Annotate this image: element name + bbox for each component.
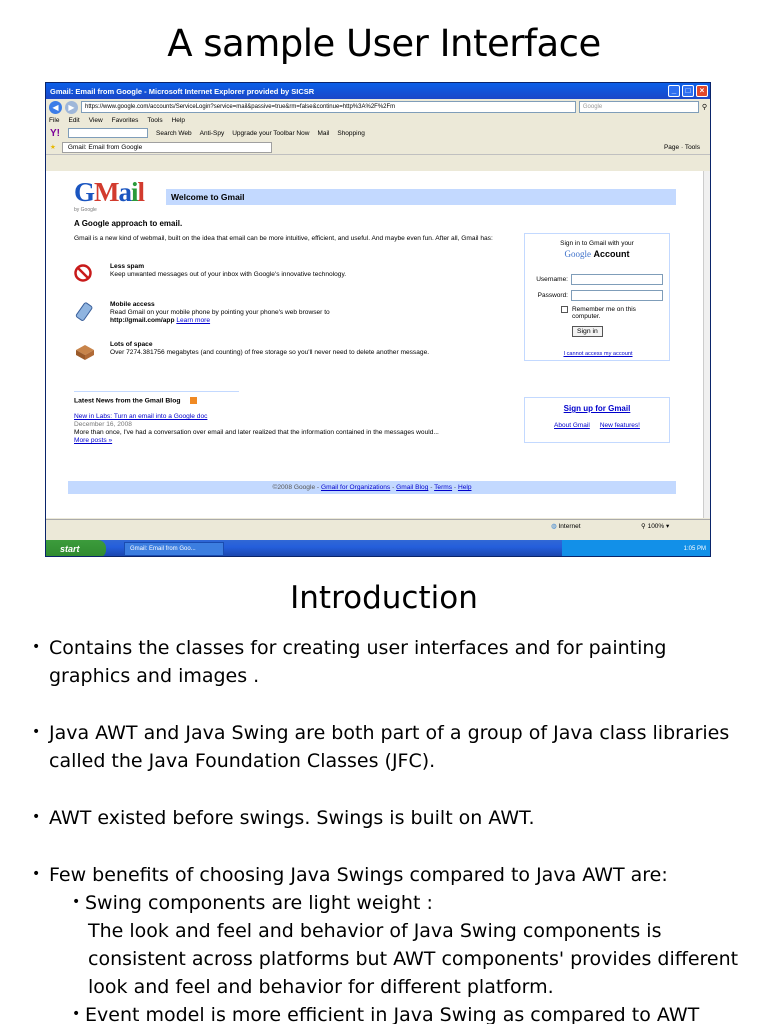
- new-features-link[interactable]: New features!: [599, 422, 640, 429]
- mail-button[interactable]: Mail: [317, 129, 330, 137]
- minimize-icon[interactable]: _: [668, 85, 680, 97]
- password-row: [529, 290, 667, 301]
- gmail-logo: GMail: [74, 177, 145, 207]
- address-bar-row: [46, 99, 710, 115]
- username-field[interactable]: [571, 274, 663, 285]
- menu-help[interactable]: Help: [171, 117, 185, 124]
- storage-box-icon: [74, 341, 96, 361]
- sub-bullet-text: The look and feel and behavior of Java Swing components is consistent across platforms but AWT components' provides different look and feel and behavior for different platform.: [88, 920, 739, 998]
- status-bar: [46, 519, 711, 532]
- bullet-list: [30, 634, 750, 1024]
- news-divider: [74, 391, 239, 392]
- clock: 1:05 PM: [683, 546, 706, 552]
- slide-title: A sample User Interface: [167, 22, 601, 65]
- remember-row: [561, 306, 666, 320]
- password-label: Password:: [537, 292, 568, 299]
- menu-file[interactable]: File: [49, 117, 60, 124]
- news-heading: Latest News from the Gmail Blog: [74, 397, 197, 404]
- page-menu[interactable]: Page: [663, 143, 680, 151]
- by-google: by Google: [74, 207, 97, 213]
- password-field[interactable]: [571, 290, 663, 301]
- tab-tools: Page · Tools: [663, 143, 700, 151]
- search-icon[interactable]: ⚲: [701, 104, 707, 111]
- news-link[interactable]: New in Labs: Turn an email into a Google doc: [74, 413, 208, 420]
- taskbar-item-gmail[interactable]: Gmail: Email from Goo...: [124, 542, 224, 556]
- news-date: December 16, 2008: [74, 421, 132, 428]
- footer-link-terms[interactable]: Terms: [434, 484, 453, 491]
- zoom-icon: ⚲: [641, 523, 646, 530]
- feature-mobile-access: Mobile access Read Gmail on your mobile phone by pointing your phone's web browser to http://gmail.com/app Learn more: [74, 301, 514, 325]
- back-icon[interactable]: ◀: [49, 101, 62, 114]
- section-title: Introduction: [290, 580, 478, 616]
- signup-box: [524, 397, 670, 443]
- browser-screenshot: [45, 82, 711, 557]
- window-title: Gmail: Email from Google - Microsoft Internet Explorer provided by SICSR: [50, 86, 315, 96]
- phone-icon: [74, 301, 96, 321]
- forward-icon[interactable]: ▶: [65, 101, 78, 114]
- feature-lots-of-space: Lots of space Over 7274.381756 megabytes (and counting) of free storage so you'll never need to delete another message.: [74, 341, 514, 357]
- tab-gmail[interactable]: Gmail: Email from Google: [62, 142, 272, 153]
- bullet-item: • AWT existed before swings. Swings is built on AWT.: [32, 807, 535, 829]
- footer-link-help[interactable]: Help: [457, 484, 472, 491]
- close-icon[interactable]: ×: [696, 85, 708, 97]
- system-tray: [562, 540, 711, 557]
- toolbar-search-input[interactable]: [68, 128, 148, 138]
- footer-link-orgs[interactable]: Gmail for Organizations: [320, 484, 391, 491]
- feature-less-spam: Less spam Keep unwanted messages out of your inbox with Google's innovative technology.: [74, 263, 514, 279]
- tab-strip: [46, 140, 710, 155]
- learn-more-link[interactable]: Learn more: [176, 317, 211, 324]
- taskbar: [46, 540, 711, 557]
- window-titlebar: [46, 83, 710, 99]
- approach-heading: A Google approach to email.: [74, 219, 183, 228]
- search-input[interactable]: Google: [579, 101, 699, 113]
- remember-checkbox[interactable]: [561, 306, 568, 313]
- search-web-button[interactable]: Search Web: [156, 129, 192, 137]
- menu-view[interactable]: View: [88, 117, 103, 124]
- signin-google-account: Google Account: [564, 249, 630, 259]
- news-body: [74, 413, 504, 445]
- remember-label: Remember me on this computer.: [571, 306, 636, 320]
- shopping-button[interactable]: Shopping: [337, 129, 365, 137]
- no-spam-icon: [74, 263, 96, 283]
- signup-link[interactable]: Sign up for Gmail: [563, 404, 631, 413]
- bullet-item: • Few benefits of choosing Java Swings compared to Java AWT are:: [32, 864, 668, 886]
- footer-bar: ©2008 Google - Gmail for Organizations - Gmail Blog - Terms - Help: [68, 481, 676, 494]
- menu-bar: [46, 115, 710, 126]
- cannot-access-link[interactable]: I cannot access my account: [563, 351, 633, 357]
- address-input[interactable]: https://www.google.com/accounts/ServiceLogin?service=mail&passive=true&rm=false&continue=http%3A%2F%2Fm: [81, 101, 576, 113]
- intro-text: Gmail is a new kind of webmail, built on the idea that email can be more intuitive, efficient, and useful. And maybe even fun. After all, Gmail has:: [74, 235, 493, 242]
- globe-icon: ◍: [551, 523, 557, 530]
- start-button[interactable]: start: [46, 540, 106, 557]
- bullet-item: • Contains the classes for creating user interfaces and for painting graphics and images .: [32, 637, 667, 687]
- signin-button[interactable]: Sign in: [572, 326, 603, 337]
- favorites-star-icon[interactable]: ★: [50, 144, 56, 151]
- menu-favorites[interactable]: Favorites: [111, 117, 139, 124]
- sub-bullet-item: • Swing components are light weight :: [72, 892, 433, 914]
- menu-tools[interactable]: Tools: [147, 117, 163, 124]
- yahoo-icon[interactable]: Y!: [50, 127, 60, 139]
- vertical-scrollbar[interactable]: [703, 171, 711, 518]
- more-posts-link[interactable]: More posts »: [74, 437, 113, 444]
- rss-icon[interactable]: [190, 397, 197, 404]
- signin-line: Sign in to Gmail with your: [560, 240, 634, 247]
- footer-link-blog[interactable]: Gmail Blog: [396, 484, 429, 491]
- signup-links: [525, 422, 669, 429]
- about-gmail-link[interactable]: About Gmail: [554, 422, 590, 429]
- welcome-bar: Welcome to Gmail: [166, 189, 676, 205]
- menu-edit[interactable]: Edit: [68, 117, 80, 124]
- anti-spy-button[interactable]: Anti-Spy: [199, 129, 225, 137]
- news-text: More than once, I've had a conversation over email and later realized that the information contained in the messages would...: [74, 429, 439, 436]
- tools-menu[interactable]: Tools: [684, 143, 700, 151]
- gmail-page: [46, 171, 703, 518]
- maximize-icon[interactable]: □: [682, 85, 694, 97]
- signin-box: [524, 233, 670, 361]
- bullet-item: • Java AWT and Java Swing are both part of a group of Java class libraries called the Java Foundation Classes (JFC).: [32, 722, 730, 772]
- zone-status: ◍ Internet: [551, 523, 581, 530]
- toolbar: [46, 126, 710, 140]
- username-label: Username:: [536, 276, 568, 283]
- username-row: [529, 274, 667, 285]
- upgrade-toolbar-button[interactable]: Upgrade your Toolbar Now: [232, 129, 310, 137]
- zoom-level[interactable]: ⚲ 100% ▾: [641, 523, 670, 530]
- sub-bullet-item: • Event model is more efficient in Java Swing as compared to AWT: [72, 1004, 700, 1024]
